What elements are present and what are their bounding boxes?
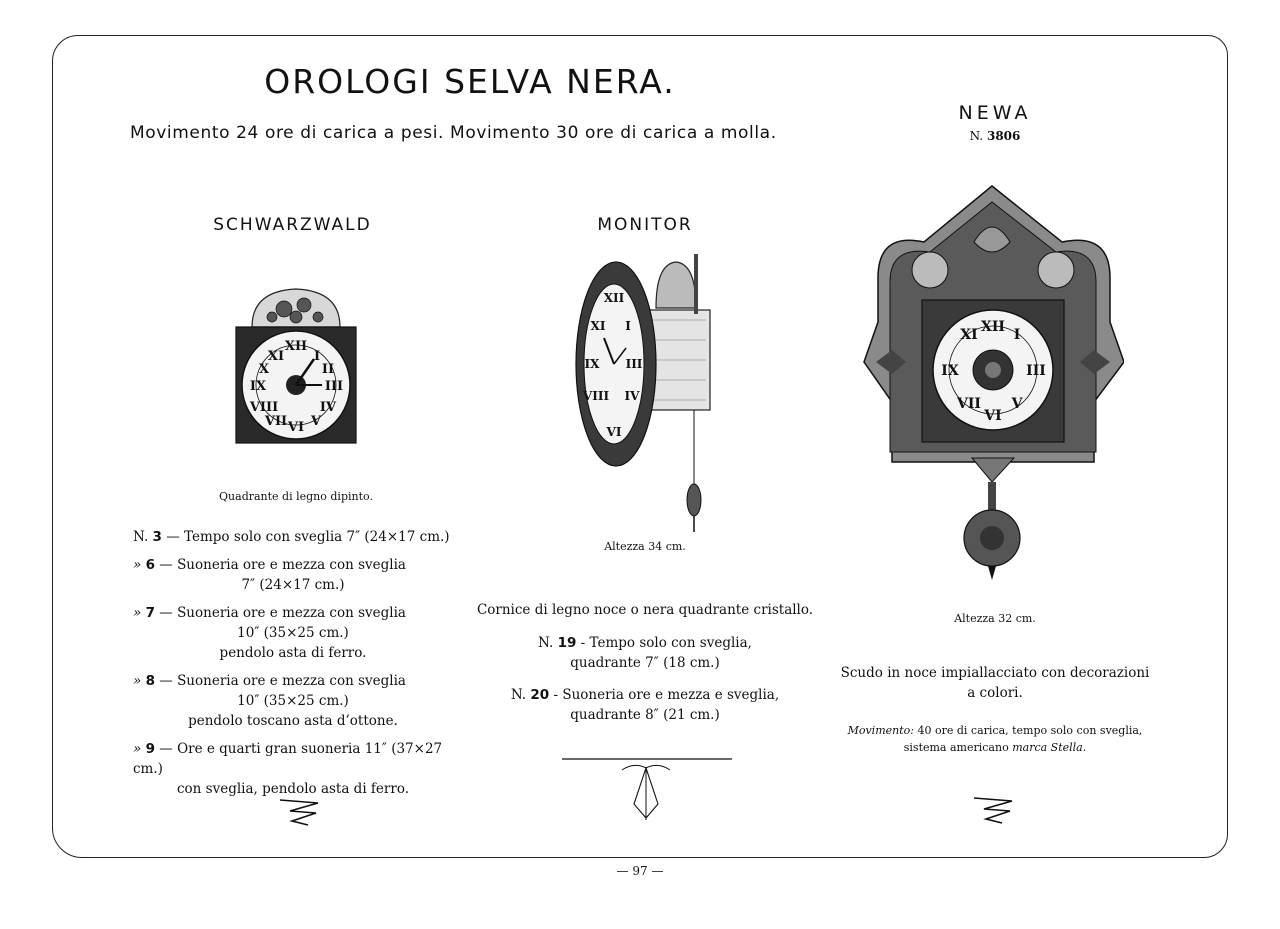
newa-number-value: 3806 bbox=[986, 129, 1021, 143]
svg-text:XI: XI bbox=[267, 349, 285, 364]
ornament-flourish-icon bbox=[278, 797, 322, 827]
movement-brand: marca Stella. bbox=[1012, 741, 1087, 754]
item-dash: — bbox=[159, 741, 173, 757]
svg-text:IX: IX bbox=[584, 357, 600, 371]
ornament-flourish-icon bbox=[972, 795, 1016, 825]
newa-heading: NEWA bbox=[958, 102, 1032, 124]
monitor-item bbox=[490, 685, 800, 725]
svg-text:III: III bbox=[324, 379, 344, 394]
item-text: Suoneria ore e mezza con sveglia bbox=[177, 605, 406, 621]
item-text: Tempo solo con sveglia 7″ (24×17 cm.) bbox=[184, 529, 450, 545]
page-subtitle: Movimento 24 ore di carica a pesi. Movimento 30 ore di carica a molla. bbox=[130, 123, 777, 143]
item-text: Suoneria ore e mezza con sveglia bbox=[177, 673, 406, 689]
item-continuation: 7″ (24×17 cm.) bbox=[241, 577, 345, 593]
item-dash: — bbox=[159, 673, 173, 689]
item-text: - Suoneria ore e mezza e sveglia, bbox=[553, 687, 780, 703]
item-prefix: » bbox=[133, 741, 142, 757]
svg-text:I: I bbox=[625, 319, 631, 333]
item-continuation: pendolo toscano asta d’ottone. bbox=[188, 713, 398, 729]
newa-caption: Altezza 32 cm. bbox=[954, 612, 1036, 625]
svg-text:VIII: VIII bbox=[249, 400, 279, 415]
schwarzwald-clock-illustration bbox=[234, 287, 358, 445]
svg-text:VIII: VIII bbox=[582, 389, 610, 403]
newa-number bbox=[880, 129, 1110, 143]
svg-text:II: II bbox=[321, 362, 335, 377]
item-continuation: con sveglia, pendolo asta di ferro. bbox=[176, 781, 410, 797]
item-continuation: 10″ (35×25 cm.) bbox=[237, 625, 349, 641]
svg-text:III: III bbox=[625, 357, 643, 371]
svg-text:I: I bbox=[1013, 327, 1021, 343]
item-dash: — bbox=[159, 557, 173, 573]
item-number: 6 bbox=[145, 557, 155, 573]
svg-text:VI: VI bbox=[606, 425, 622, 439]
item-number: 7 bbox=[145, 605, 155, 621]
item-prefix: N. bbox=[538, 635, 554, 651]
divider-ornament-icon bbox=[560, 754, 734, 824]
item-prefix: » bbox=[133, 557, 142, 573]
item-number: 19 bbox=[557, 635, 577, 651]
page-title: OROLOGI SELVA NERA. bbox=[264, 62, 676, 101]
svg-text:VI: VI bbox=[287, 420, 305, 435]
newa-clock-illustration bbox=[862, 182, 1124, 584]
schwarzwald-heading: SCHWARZWALD bbox=[213, 215, 372, 235]
svg-text:VII: VII bbox=[957, 396, 981, 412]
item-prefix: » bbox=[133, 673, 142, 689]
page-number: — 97 — bbox=[616, 864, 664, 878]
item-number: 8 bbox=[145, 673, 155, 689]
svg-text:XI: XI bbox=[960, 327, 978, 343]
svg-text:VI: VI bbox=[984, 408, 1002, 424]
item-text: Suoneria ore e mezza con sveglia bbox=[177, 557, 406, 573]
item-prefix: N. bbox=[510, 687, 527, 703]
schwarzwald-item bbox=[133, 527, 453, 547]
svg-text:IX: IX bbox=[941, 363, 959, 379]
item-dash: — bbox=[166, 529, 180, 545]
newa-movement bbox=[840, 722, 1150, 756]
newa-description bbox=[840, 663, 1150, 703]
item-continuation: quadrante 7″ (18 cm.) bbox=[570, 655, 720, 671]
movement-text: 40 ore di carica, tempo solo con sveglia, bbox=[917, 724, 1143, 737]
svg-text:III: III bbox=[1026, 363, 1046, 379]
item-continuation: pendolo asta di ferro. bbox=[219, 645, 367, 661]
schwarzwald-item bbox=[133, 739, 453, 799]
svg-text:XII: XII bbox=[603, 291, 625, 305]
monitor-caption: Altezza 34 cm. bbox=[604, 540, 686, 553]
svg-text:XII: XII bbox=[284, 339, 308, 354]
item-continuation: quadrante 8″ (21 cm.) bbox=[570, 707, 720, 723]
newa-description-line: a colori. bbox=[967, 685, 1023, 701]
item-text: - Tempo solo con sveglia, bbox=[580, 635, 752, 651]
svg-text:V: V bbox=[310, 414, 322, 429]
item-number: 3 bbox=[152, 529, 162, 545]
movement-label: Movimento: bbox=[847, 724, 914, 737]
svg-text:XII: XII bbox=[981, 319, 1005, 335]
item-prefix: » bbox=[133, 605, 142, 621]
svg-text:IV: IV bbox=[319, 400, 337, 415]
svg-text:IV: IV bbox=[624, 389, 640, 403]
schwarzwald-item bbox=[133, 671, 453, 731]
monitor-item bbox=[490, 633, 800, 673]
schwarzwald-item bbox=[133, 603, 453, 663]
item-number: 20 bbox=[530, 687, 550, 703]
item-number: 9 bbox=[145, 741, 155, 757]
item-dash: — bbox=[159, 605, 173, 621]
newa-description-line: Scudo in noce impiallacciato con decorazioni bbox=[840, 665, 1150, 681]
monitor-heading: MONITOR bbox=[597, 215, 693, 235]
item-continuation: 10″ (35×25 cm.) bbox=[237, 693, 349, 709]
item-prefix: N. bbox=[133, 529, 149, 545]
monitor-description: Cornice di legno noce o nera quadrante cristallo. bbox=[476, 602, 814, 618]
svg-text:XI: XI bbox=[590, 319, 606, 333]
svg-text:X: X bbox=[258, 362, 270, 377]
monitor-clock-illustration bbox=[574, 250, 724, 535]
schwarzwald-caption: Quadrante di legno dipinto. bbox=[219, 490, 373, 503]
item-text: Ore e quarti gran suoneria 11″ (37×27 cm.) bbox=[133, 741, 443, 777]
newa-number-prefix: N. bbox=[969, 129, 984, 143]
svg-text:VII: VII bbox=[264, 414, 288, 429]
movement-text: sistema americano bbox=[903, 741, 1009, 754]
svg-text:IX: IX bbox=[249, 379, 267, 394]
svg-text:I: I bbox=[313, 349, 321, 364]
svg-text:V: V bbox=[1011, 396, 1023, 412]
schwarzwald-item bbox=[133, 555, 453, 595]
